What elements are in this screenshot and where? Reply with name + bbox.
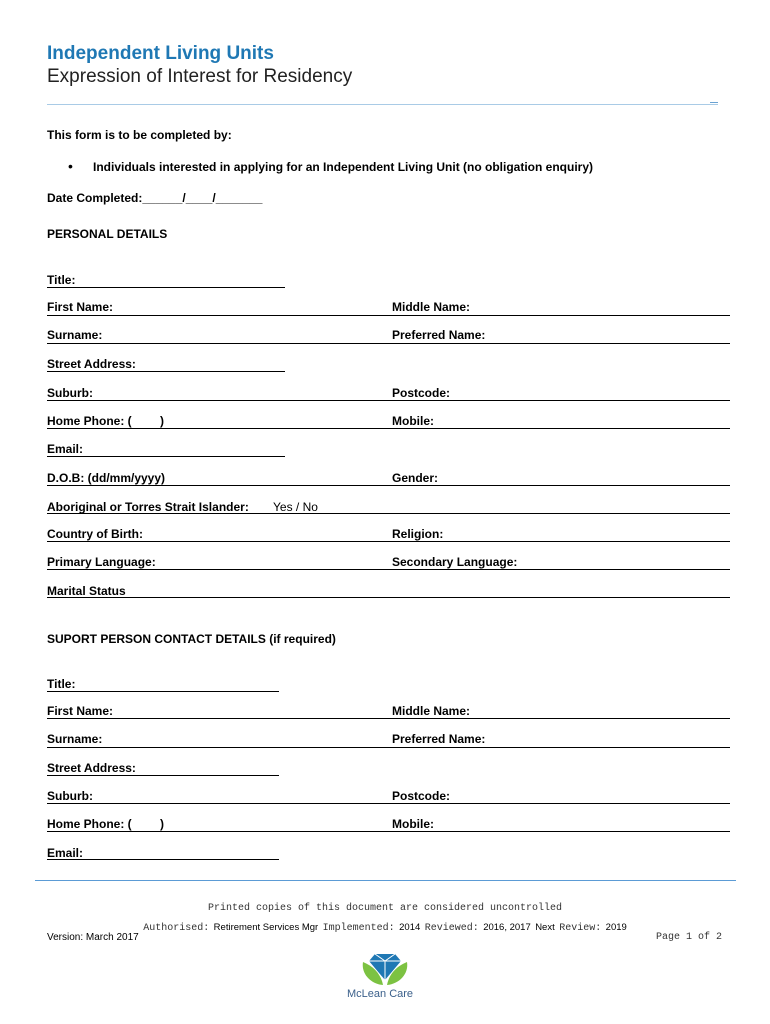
personal-aboriginal-field[interactable] (47, 513, 730, 514)
support-middle-name-label: Middle Name: (392, 704, 471, 718)
support-name-field[interactable] (47, 718, 730, 719)
support-phone-field[interactable] (47, 831, 730, 832)
personal-suburb-field[interactable] (47, 400, 730, 401)
personal-primary-language-label: Primary Language: (47, 555, 156, 569)
support-suburb-label: Suburb: (47, 789, 93, 803)
next-review-value: 2019 (605, 922, 627, 933)
support-postcode-label: Postcode: (392, 789, 451, 803)
authorised-value: Retirement Services Mgr (213, 922, 319, 933)
document-subtitle: Expression of Interest for Residency (47, 66, 353, 87)
support-title-field[interactable] (47, 691, 279, 692)
implemented-label: Implemented: (322, 923, 395, 934)
personal-details-heading: PERSONAL DETAILS (47, 227, 168, 241)
support-email-field[interactable] (47, 859, 279, 860)
personal-street-address-label: Street Address: (47, 357, 136, 371)
personal-preferred-name-label: Preferred Name: (392, 328, 486, 342)
personal-aboriginal-label: Aboriginal or Torres Strait Islander: (47, 500, 249, 514)
personal-home-phone-label: Home Phone: ( (47, 414, 132, 428)
support-title-label: Title: (47, 677, 76, 691)
footer-divider (35, 880, 736, 881)
support-home-phone-close: ) (160, 817, 164, 831)
personal-language-field[interactable] (47, 569, 730, 570)
personal-email-label: Email: (47, 442, 84, 456)
support-details-heading: SUPORT PERSON CONTACT DETAILS (if required) (47, 632, 336, 646)
personal-secondary-language-label: Secondary Language: (392, 555, 518, 569)
personal-email-field[interactable] (47, 456, 285, 457)
support-first-name-label: First Name: (47, 704, 114, 718)
personal-surname-label: Surname: (47, 328, 103, 342)
eligibility-bullet: Individuals interested in applying for an Independent Living Unit (no obligation enquiry) (93, 160, 594, 174)
authorised-label: Authorised: (143, 923, 210, 934)
date-completed-field[interactable]: Date Completed:______/____/_______ (47, 191, 263, 205)
version-label: Version: March 2017 (47, 932, 139, 943)
personal-dob-field[interactable] (47, 485, 730, 486)
header-divider-tick (710, 102, 718, 103)
personal-street-address-field[interactable] (47, 371, 285, 372)
personal-middle-name-label: Middle Name: (392, 300, 471, 314)
implemented-value: 2014 (399, 922, 421, 933)
support-surname-field[interactable] (47, 747, 730, 748)
personal-marital-status-field[interactable] (47, 597, 730, 598)
support-street-address-label: Street Address: (47, 761, 136, 775)
personal-home-phone-close: ) (160, 414, 164, 428)
support-surname-label: Surname: (47, 732, 103, 746)
support-home-phone-label: Home Phone: ( (47, 817, 132, 831)
personal-title-label: Title: (47, 273, 76, 287)
mclean-care-logo-icon (359, 948, 411, 988)
personal-phone-field[interactable] (47, 428, 730, 429)
personal-country-of-birth-label: Country of Birth: (47, 527, 143, 541)
support-street-address-field[interactable] (47, 775, 279, 776)
personal-aboriginal-options[interactable]: Yes / No (273, 500, 318, 514)
review-label: Review: (559, 923, 602, 934)
personal-marital-status-label: Marital Status (47, 584, 126, 598)
logo-text: McLean Care (347, 988, 414, 1000)
page-number: Page 1 of 2 (656, 932, 723, 943)
uncontrolled-notice: Printed copies of this document are considered uncontrolled (207, 903, 563, 914)
personal-gender-label: Gender: (392, 471, 439, 485)
reviewed-label: Reviewed: (424, 923, 479, 934)
personal-religion-label: Religion: (392, 527, 444, 541)
personal-mobile-label: Mobile: (392, 414, 434, 428)
support-preferred-name-label: Preferred Name: (392, 732, 486, 746)
personal-surname-field[interactable] (47, 343, 730, 344)
personal-country-field[interactable] (47, 541, 730, 542)
support-suburb-field[interactable] (47, 803, 730, 804)
support-mobile-label: Mobile: (392, 817, 434, 831)
personal-title-field[interactable] (47, 287, 285, 288)
reviewed-value: 2016, 2017 (483, 922, 531, 933)
personal-suburb-label: Suburb: (47, 386, 93, 400)
support-email-label: Email: (47, 846, 84, 860)
personal-first-name-label: First Name: (47, 300, 114, 314)
personal-dob-label: D.O.B: (dd/mm/yyyy) (47, 471, 166, 485)
next-label: Next (535, 922, 555, 933)
completed-by-label: This form is to be completed by: (47, 128, 232, 142)
personal-postcode-label: Postcode: (392, 386, 451, 400)
personal-name-field[interactable] (47, 315, 730, 316)
document-title: Independent Living Units (47, 43, 274, 64)
bullet-icon: • (68, 158, 73, 174)
header-divider (47, 104, 718, 105)
